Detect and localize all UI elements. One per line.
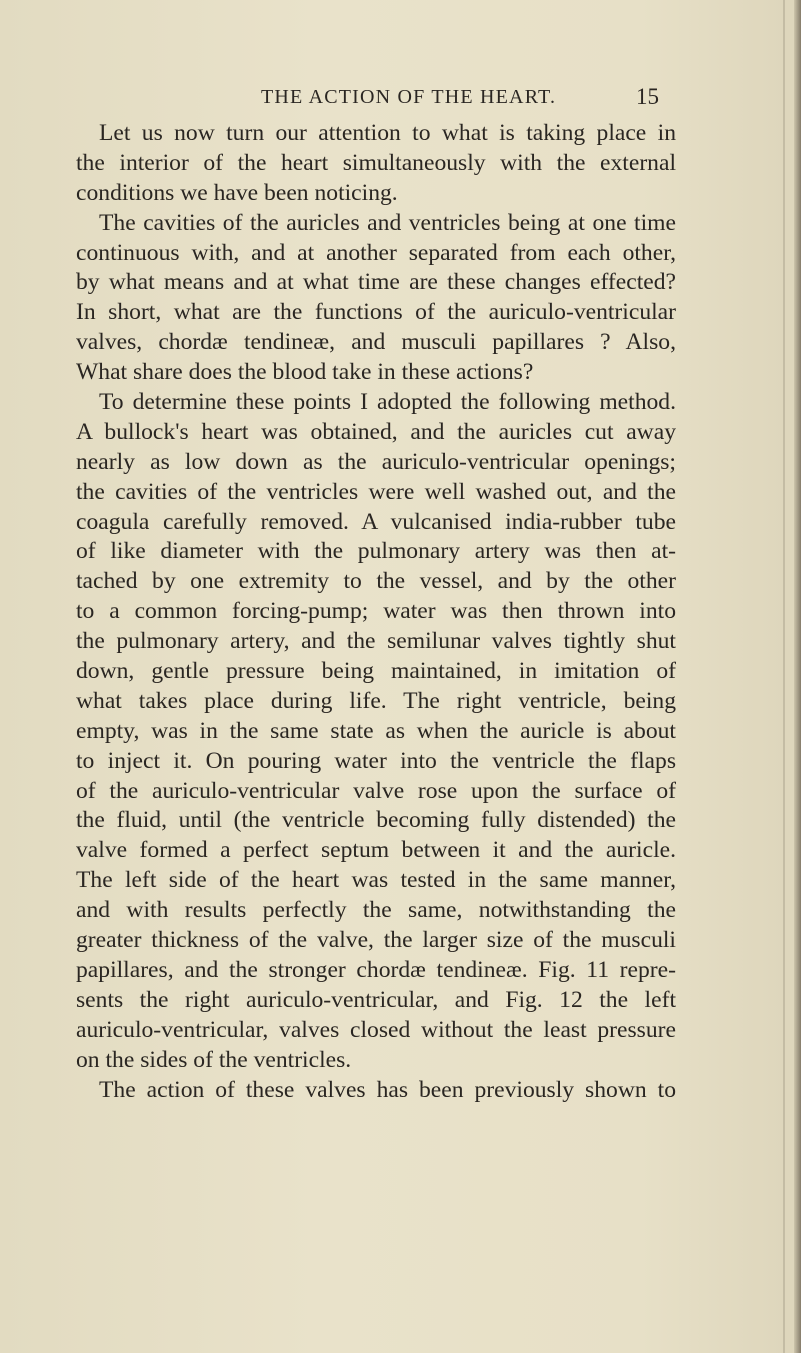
- text-line: valves, chordæ tendineæ, and musculi papillares ? Also,: [76, 329, 676, 356]
- text-line: In short, what are the functions of the auriculo-ventricular: [76, 299, 676, 326]
- text-line: tached by one extremity to the vessel, and by the other: [76, 568, 676, 595]
- page-edge-shadow: [794, 0, 801, 1353]
- body-text: [76, 119, 676, 1105]
- text-line: empty, was in the same state as when the auricle is about: [76, 717, 676, 744]
- text-line: A bullock's heart was obtained, and the auricles cut away: [76, 418, 676, 445]
- text-line: papillares, and the stronger chordæ tendineæ. Fig. 11 repre-: [76, 956, 676, 983]
- text-line: valve formed a perfect septum between it and the auricle.: [76, 837, 676, 864]
- text-line: continuous with, and at another separated from each other,: [76, 239, 676, 266]
- text-line: nearly as low down as the auriculo-ventricular openings;: [76, 448, 676, 475]
- text-line: to a common forcing-pump; water was then thrown into: [76, 598, 676, 625]
- text-line: the cavities of the ventricles were well washed out, and the: [76, 478, 676, 505]
- text-line: of like diameter with the pulmonary artery was then at-: [76, 538, 676, 565]
- text-line: The cavities of the auricles and ventricles being at one time: [99, 209, 676, 236]
- text-line: the interior of the heart simultaneously with the external: [76, 149, 676, 176]
- text-line: by what means and at what time are these changes effected?: [76, 269, 676, 296]
- text-line: sents the right auriculo-ventricular, and Fig. 12 the left: [76, 986, 676, 1013]
- running-title: THE ACTION OF THE HEART.: [261, 86, 557, 108]
- text-line: conditions we have been noticing.: [76, 179, 398, 206]
- text-line: Let us now turn our attention to what is taking place in: [99, 120, 676, 146]
- text-line: auriculo-ventricular, valves closed without the least pressure: [76, 1016, 676, 1043]
- page-gutter-line: [783, 0, 785, 1353]
- text-line: To determine these points I adopted the following method.: [99, 389, 676, 416]
- page-header: [0, 86, 801, 116]
- page-number: 15: [636, 84, 659, 109]
- text-line: of the auriculo-ventricular valve rose upon the surface of: [76, 777, 676, 804]
- text-line: the pulmonary artery, and the semilunar valves tightly shut: [76, 628, 676, 655]
- text-line: what takes place during life. The right ventricle, being: [76, 687, 676, 714]
- text-line: on the sides of the ventricles.: [76, 1046, 352, 1073]
- text-line: and with results perfectly the same, notwithstanding the: [76, 897, 676, 924]
- text-line: The action of these valves has been previously shown to: [99, 1076, 676, 1103]
- text-line: coagula carefully removed. A vulcanised india-rubber tube: [76, 508, 676, 535]
- text-line: greater thickness of the valve, the larger size of the musculi: [76, 927, 676, 954]
- text-line: The left side of the heart was tested in the same manner,: [76, 867, 676, 894]
- text-line: down, gentle pressure being maintained, in imitation of: [76, 658, 676, 685]
- text-line: What share does the blood take in these actions?: [76, 359, 534, 386]
- text-line: to inject it. On pouring water into the ventricle the flaps: [76, 747, 676, 774]
- text-line: the fluid, until (the ventricle becoming fully distended) the: [76, 807, 676, 834]
